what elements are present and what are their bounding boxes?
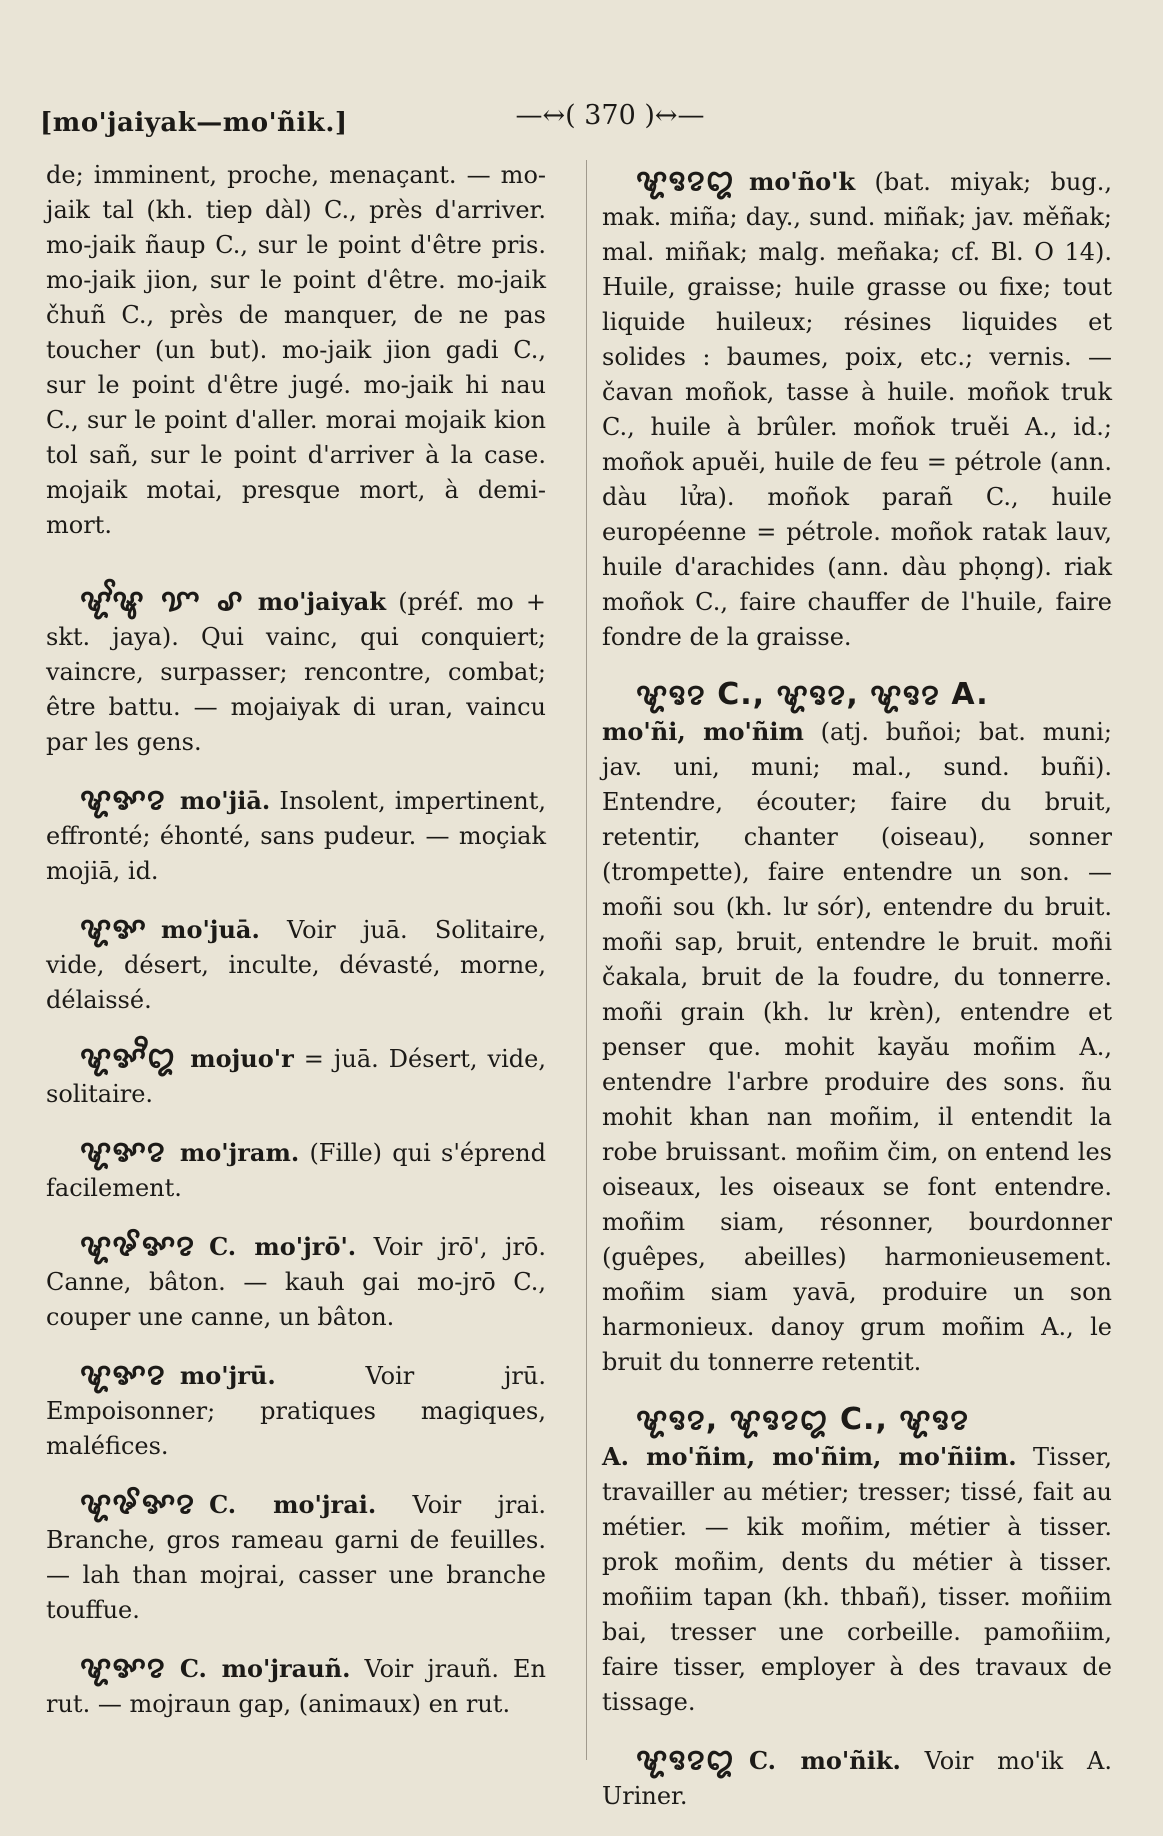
- entry-continuation: [46, 158, 546, 543]
- right-column: [602, 163, 1112, 1836]
- entry-headword: mo'ño'k: [748, 167, 856, 196]
- script-headword: ꨠꨩꨡ ꨢ ꨣ: [80, 583, 244, 618]
- entry-text: Tisser, travailler au métier; tresser; tissé, fait au métier. — kik moñim, métier à tisser. prok moñim, dents du métier à tisser. moñiim tapan (kh. thbañ), tisser. moñiim bai, tresser une corbeille. pamoñiim, faire tisser, employer à des travaux de tissage.: [602, 1443, 1112, 1716]
- entry-monim: [602, 1402, 1112, 1720]
- entry-monok: [602, 163, 1112, 655]
- left-column: [46, 158, 546, 1744]
- entry-headword: mo'jiā.: [179, 786, 271, 815]
- entry-mojro: [46, 1228, 546, 1335]
- entry-mojraun: [46, 1650, 546, 1722]
- script-headword: ꨠꨅꨂ, ꨠꨅꨂꨁ C., ꨠꨅꨂ: [636, 1402, 970, 1437]
- script-headword: ꨠꨀꨂ: [80, 1134, 166, 1169]
- entry-headword: mo'ñi, mo'ñim: [602, 717, 804, 746]
- entry-mojaiyak: [46, 583, 546, 760]
- entry-headword: mo'jram.: [179, 1138, 300, 1167]
- entry-headword: A. mo'ñim, mo'ñim, mo'ñiim.: [602, 1442, 1017, 1471]
- entry-mojrai: [46, 1486, 546, 1628]
- script-headword: ꨠꨅꨂꨁ: [636, 163, 735, 198]
- entry-text: Insolent, impertinent, effronté; éhonté, sans pudeur. — moçiak mojiā, id.: [46, 787, 546, 885]
- script-headword: ꨠꨃꨀꨂ: [80, 1486, 196, 1521]
- page-number: —↔( 370 )↔—: [515, 100, 705, 131]
- entry-headword: C. mo'ñik.: [748, 1746, 901, 1775]
- entry-text: Voir juā. Solitaire, vide, désert, inculte, dévasté, morne, délaissé.: [46, 916, 546, 1014]
- entry-headword: C. mo'jrai.: [209, 1490, 377, 1519]
- script-headword: ꨠꨀꨂ: [80, 1357, 166, 1392]
- entry-text: Voir mo'ik A. Uriner.: [602, 1747, 1112, 1810]
- entry-mojua: [46, 911, 546, 1018]
- script-headword: ꨠꨀꨪꨁ: [80, 1040, 177, 1075]
- entry-headword: mo'jrū.: [179, 1361, 276, 1390]
- entry-headword: mo'juā.: [161, 915, 260, 944]
- script-headword: ꨠꨀꨂ: [80, 1650, 166, 1685]
- running-head: [mo'jaiyak—mo'ñik.]: [40, 108, 348, 138]
- entry-moni: [602, 677, 1112, 1380]
- entry-text: (Fille) qui s'éprend facilement.: [46, 1139, 546, 1202]
- script-headword: ꨠꨅꨂꨁ: [636, 1742, 735, 1777]
- entry-mojru: [46, 1357, 546, 1464]
- entry-mojia: [46, 782, 546, 889]
- entry-text: (bat. miyak; bug., mak. miña; day., sund. miñak; jav. měñak; mal. miñak; malg. meñaka; cf. Bl. O 14). Huile, graisse; huile grasse ou fixe; tout liquide huileux; résines liquides et solides : baumes, poix, etc.; vernis. — čavan moñok, tasse à huile. moñok truk C., huile à brûler. moñok truěi A., id.; moñok apuěi, huile de feu = pétrole (ann. dàu lửa). moñok parañ C., huile européenne = pétrole. moñok ratak lauv, huile d'arachides (ann. dàu phọng). riak moñok C., faire chauffer de l'huile, faire fondre de la graisse.: [602, 168, 1112, 651]
- entry-headword: C. mo'jrauñ.: [179, 1654, 351, 1683]
- entry-text: de; imminent, proche, menaçant. — mo- jaik tal (kh. tiep dàl) C., près d'arriver. mo-jaik ñaup C., sur le point d'être pris. mo-jaik jion, sur le point d'être. mo-jaik čhuñ C., près de manquer, de ne pas toucher (un but). mo-jaik jion gadi C., sur le point d'être jugé. mo-jaik hi nau C., sur le point d'aller. morai mojaik kion tol sañ, sur le point d'arriver à la case. mojaik motai, presque mort, à demi-mort.: [46, 161, 546, 539]
- entry-text: Voir jrū. Empoisonner; pratiques magiques, maléfices.: [46, 1362, 546, 1460]
- entry-headword: mojuo'r: [190, 1044, 294, 1073]
- entry-text: (atj. buñoi; bat. muni; jav. uni, muni; mal., sund. buñi). Entendre, écouter; faire du bruit, retentir, chanter (oiseau), sonner (trompette), faire entendre un son. — moñi sou (kh. lư sór), entendre du bruit. moñi sap, bruit, entendre le bruit. moñi čakala, bruit de la foudre, du tonnerre. moñi grain (kh. lư krèn), entendre et penser que. mohit kayău moñim A., entendre l'arbre produire des sons. ñu mohit khan nan moñim, il entendit la robe bruissant. moñim čim, on entend les oiseaux, les oiseaux se font entendre. moñim siam, résonner, bourdonner (guêpes, abeilles) harmonieusement. moñim siam yavā, produire un son harmonieux. danoy grum moñim A., le bruit du tonnerre retentit.: [602, 718, 1112, 1376]
- script-headword: ꨠꨅꨂ C., ꨠꨅꨂ, ꨠꨅꨂ A.: [636, 677, 989, 712]
- entry-mojuor: [46, 1040, 546, 1112]
- entry-monik: [602, 1742, 1112, 1814]
- page-header: [40, 100, 1123, 160]
- entry-headword: C. mo'jrō'.: [209, 1232, 357, 1261]
- entry-text: Voir jrai. Branche, gros rameau garni de feuilles. — lah than mojrai, casser une branche touffue.: [46, 1491, 546, 1624]
- entry-headword: mo'jaiyak: [257, 587, 386, 616]
- entry-text: (préf. mo + skt. jaya). Qui vainc, qui conquiert; vaincre, surpasser; rencontre, combat; être battu. — mojaiyak di uran, vaincu par les gens.: [46, 588, 546, 756]
- column-divider: [586, 160, 587, 1760]
- script-headword: ꨠꨀ: [80, 911, 148, 946]
- entry-text: Voir jrauñ. En rut. — mojraun gap, (animaux) en rut.: [46, 1655, 546, 1718]
- entry-text: = juā. Désert, vide, solitaire.: [46, 1045, 546, 1108]
- entry-text: Voir jrō', jrō. Canne, bâton. — kauh gai mo-jrō C., couper une canne, un bâton.: [46, 1233, 546, 1331]
- entry-mojram: [46, 1134, 546, 1206]
- script-headword: ꨠꨀꨂ: [80, 782, 166, 817]
- script-headword: ꨠꨃꨀꨂ: [80, 1228, 196, 1263]
